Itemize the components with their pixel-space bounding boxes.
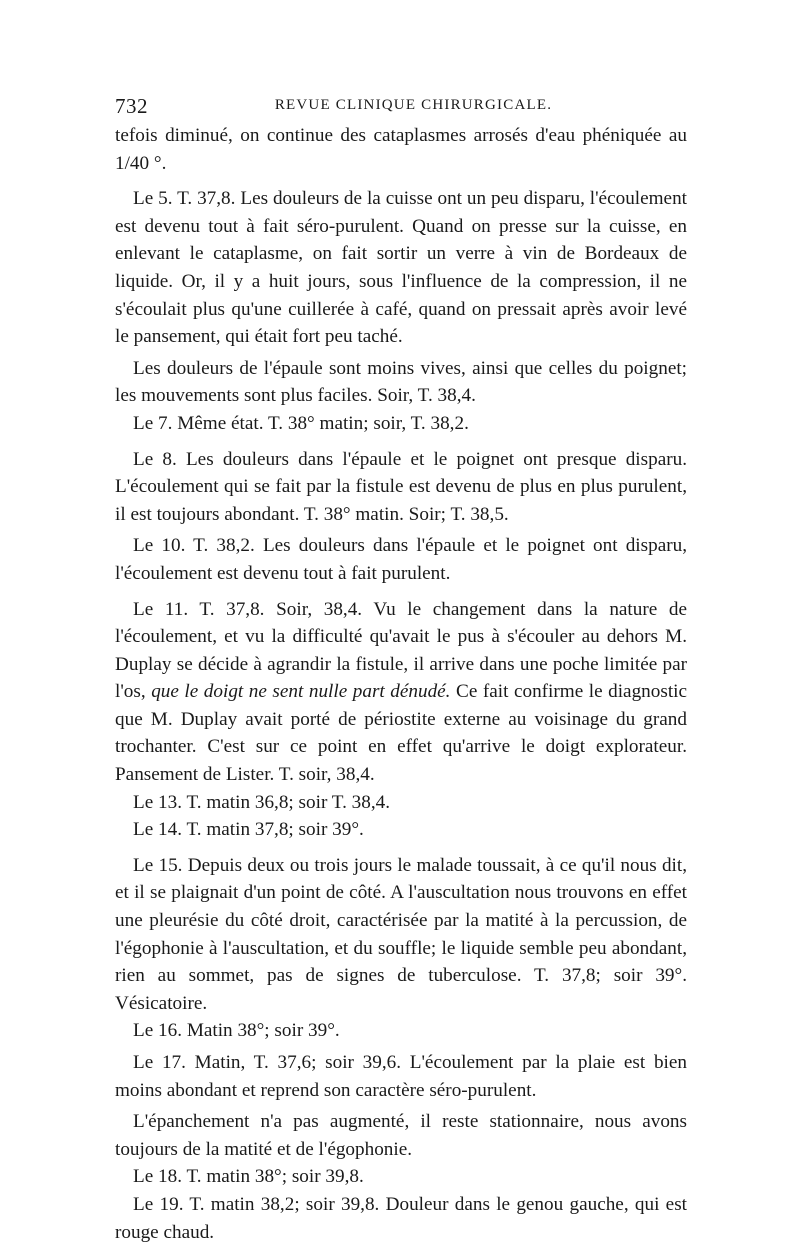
paragraph-douleurs-epaule: Les douleurs de l'épaule sont moins vives, ainsi que celles du poignet; les mouvements sont plus faciles. Soir, T. 38,4. — [115, 357, 687, 407]
paragraph-le-8: Le 8. Les douleurs dans l'épaule et le poignet ont presque disparu. L'écoulement qui se fait par la fistule est devenu de plus en plus purulent, il est toujours abondant. T. 38° matin. Soir; T. 38,5. — [115, 448, 687, 525]
page — [115, 92, 687, 1246]
paragraph-le-17: Le 17. Matin, T. 37,6; soir 39,6. L'écoulement par la plaie est bien moins abondant et reprend son caractère séro-purulent. — [115, 1052, 687, 1101]
paragraph-le-18: Le 18. T. matin 38°; soir 39,8. — [133, 1166, 364, 1188]
page-header — [115, 92, 687, 122]
paragraph-continuation: tefois diminué, on continue des cataplasmes arrosés d'eau phéniquée au 1/40 °. — [115, 125, 687, 174]
running-title: REVUE CLINIQUE CHIRURGICALE. — [274, 97, 553, 113]
paragraph-le-16: Le 16. Matin 38°; soir 39°. — [133, 1020, 340, 1042]
paragraph-le-11-text-after: Ce fait confirme le diagnostic que M. Duplay avait porté de périostite externe au voisinage du grand trochanter. C'est sur ce point en effet qu'arrive le doigt explorateur. Pansement de Lister. T. soir, 38,4. — [115, 681, 687, 786]
paragraph-le-13: Le 13. T. matin 36,8; soir T. 38,4. — [133, 791, 391, 813]
paragraph-le-15: Le 15. Depuis deux ou trois jours le malade toussait, à ce qu'il nous dit, et il se plaignait d'un point de côté. A l'auscultation nous trouvons en effet une pleurésie du côté droit, caractérisée par la matité à la percussion, de l'égophonie à l'auscultation, et du souffle; le liquide semble peu abondant, rien au sommet, pas de signes de tuberculose. T. 37,8; soir 39°. Vésicatoire. — [115, 854, 687, 1014]
paragraph-le-5: Le 5. T. 37,8. Les douleurs de la cuisse ont un peu disparu, l'écoulement est devenu tout à fait séro-purulent. Quand on presse sur la cuisse, en enlevant le cataplasme, on fait sortir un verre à vin de Bordeaux de liquide. Or, il y a huit jours, sous l'influence de la compression, il ne s'écoulait plus qu'une cuillerée à café, quand on pressait après avoir levé le pansement, qui était fort peu taché. — [115, 188, 687, 348]
paragraph-le-19: Le 19. T. matin 38,2; soir 39,8. Douleur dans le genou gauche, qui est rouge chaud. — [115, 1193, 687, 1243]
paragraph-le-11-text-before: Le 11. T. 37,8. Soir, 38,4. Vu le changement dans la nature de l'écoulement, et vu la difficulté qu'avait le pus à s'écouler au dehors M. Duplay se décide à agrandir la fistule, il arrive dans une poche limitée par l'os, — [115, 598, 687, 703]
paragraph-le-14: Le 14. T. matin 37,8; soir 39°. — [133, 819, 364, 841]
paragraph-le-11-emphasis: que le doigt ne sent nulle part dénudé. — [151, 681, 451, 703]
paragraph-le-11 — [115, 596, 687, 789]
paragraph-le-10: Le 10. T. 38,2. Les douleurs dans l'épaule et le poignet ont disparu, l'écoulement est devenu tout à fait purulent. — [115, 535, 687, 584]
page-number: 732 — [115, 94, 148, 118]
paragraph-le-7: Le 7. Même état. T. 38° matin; soir, T. 38,2. — [133, 412, 469, 434]
paragraph-epanchement: L'épanchement n'a pas augmenté, il reste stationnaire, nous avons toujours de la matité et de l'égophonie. — [115, 1111, 687, 1160]
page-body — [115, 122, 687, 1246]
